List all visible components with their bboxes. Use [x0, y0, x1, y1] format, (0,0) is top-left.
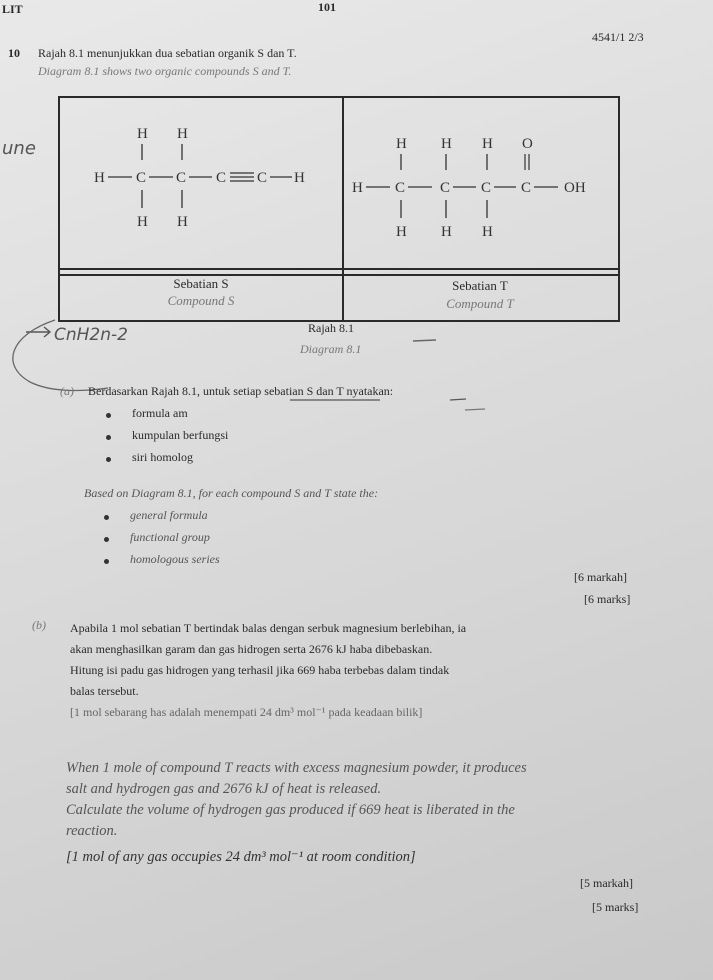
list-item: general formula	[130, 508, 220, 530]
svg-text:H: H	[441, 136, 452, 152]
part-b-text-ms: Apabila 1 mol sebatian T bertindak balas dengan serbuk magnesium berlebihan, ia akan menghasilkan garam dan gas hidrogen serta 2676 kJ haba dibebaskan. Hitung isi padu gas hidrogen yang terhasil jika 669 haba terbebas dalam tindak balas tersebut. [1 mol sebarang has adalah menempati 24 dm³ mol⁻¹ pada keadaan bilik]	[70, 621, 467, 719]
compound-t-label-ms: Sebatian T	[452, 278, 508, 293]
part-b-marks-ms: [5 markah]	[580, 876, 633, 890]
diagram-caption-ms: Rajah 8.1	[308, 321, 354, 335]
question-intro-ms: Rajah 8.1 menunjukkan dua sebatian organik S dan T.	[38, 46, 297, 60]
list-item: homologous series	[130, 552, 220, 574]
paper-code: 4541/1 2/3	[592, 30, 644, 44]
part-b-marks-en: [5 marks]	[592, 900, 639, 914]
svg-text:C: C	[136, 170, 147, 186]
svg-text:C: C	[521, 180, 532, 196]
handwritten-underlines	[290, 396, 500, 414]
list-item: formula am	[132, 406, 228, 428]
svg-text:une: une	[2, 138, 36, 159]
svg-text:CnH2n-2: CnH2n-2	[54, 325, 128, 345]
svg-text:C: C	[216, 170, 227, 186]
part-b-label: (b)	[32, 618, 46, 632]
compound-t-structure	[352, 128, 614, 248]
svg-text:C: C	[257, 170, 268, 186]
svg-text:C: C	[395, 180, 406, 196]
svg-text:H: H	[294, 170, 305, 186]
header-left-code: LIT	[2, 2, 23, 16]
svg-text:H: H	[137, 126, 148, 142]
list-item: functional group	[130, 530, 220, 552]
svg-text:C: C	[440, 180, 451, 196]
compound-s-structure	[86, 118, 326, 238]
part-a-label: (a)	[60, 384, 74, 398]
svg-text:H: H	[177, 214, 188, 230]
compound-s-label-ms: Sebatian S	[173, 276, 229, 291]
svg-text:C: C	[176, 170, 187, 186]
svg-text:C: C	[481, 180, 492, 196]
svg-text:H: H	[441, 224, 452, 240]
svg-text:OH: OH	[564, 180, 586, 196]
list-item: kumpulan berfungsi	[132, 428, 228, 450]
question-number: 10	[8, 46, 20, 60]
part-b-text-en: When 1 mole of compound T reacts with excess magnesium powder, it produces salt and hydrogen gas and 2676 kJ of heat is released. Calculate the volume of hydrogen gas produced if 669 heat is liberated in the reaction. [1 mol of any gas occupies 24 dm³ mol⁻¹ at room condition]	[66, 760, 527, 865]
svg-text:H: H	[396, 224, 407, 240]
part-a-bullets-ms	[132, 406, 228, 472]
svg-text:H: H	[137, 214, 148, 230]
svg-text:O: O	[522, 136, 533, 152]
part-a-text-en: Based on Diagram 8.1, for each compound S and T state the:	[84, 486, 379, 500]
part-a-marks-ms: [6 markah]	[574, 570, 627, 584]
page-number: 101	[318, 0, 336, 14]
svg-text:H: H	[352, 180, 363, 196]
list-item: siri homolog	[132, 450, 228, 472]
svg-text:H: H	[396, 136, 407, 152]
svg-text:H: H	[482, 136, 493, 152]
diagram-caption-en: Diagram 8.1	[300, 342, 362, 356]
compound-t-label-en: Compound T	[446, 296, 514, 311]
handwritten-curve	[0, 130, 110, 400]
compound-s-label-en: Compound S	[167, 293, 235, 308]
part-a-bullets-en	[130, 508, 220, 574]
part-a-marks-en: [6 marks]	[584, 592, 631, 606]
question-intro-en: Diagram 8.1 shows two organic compounds S and T.	[38, 64, 292, 78]
svg-text:H: H	[94, 170, 105, 186]
part-a-text-ms: Berdasarkan Rajah 8.1, untuk setiap sebatian S dan T nyatakan:	[88, 384, 394, 398]
handwritten-dash	[410, 336, 440, 346]
svg-text:H: H	[482, 224, 493, 240]
svg-text:H: H	[177, 126, 188, 142]
